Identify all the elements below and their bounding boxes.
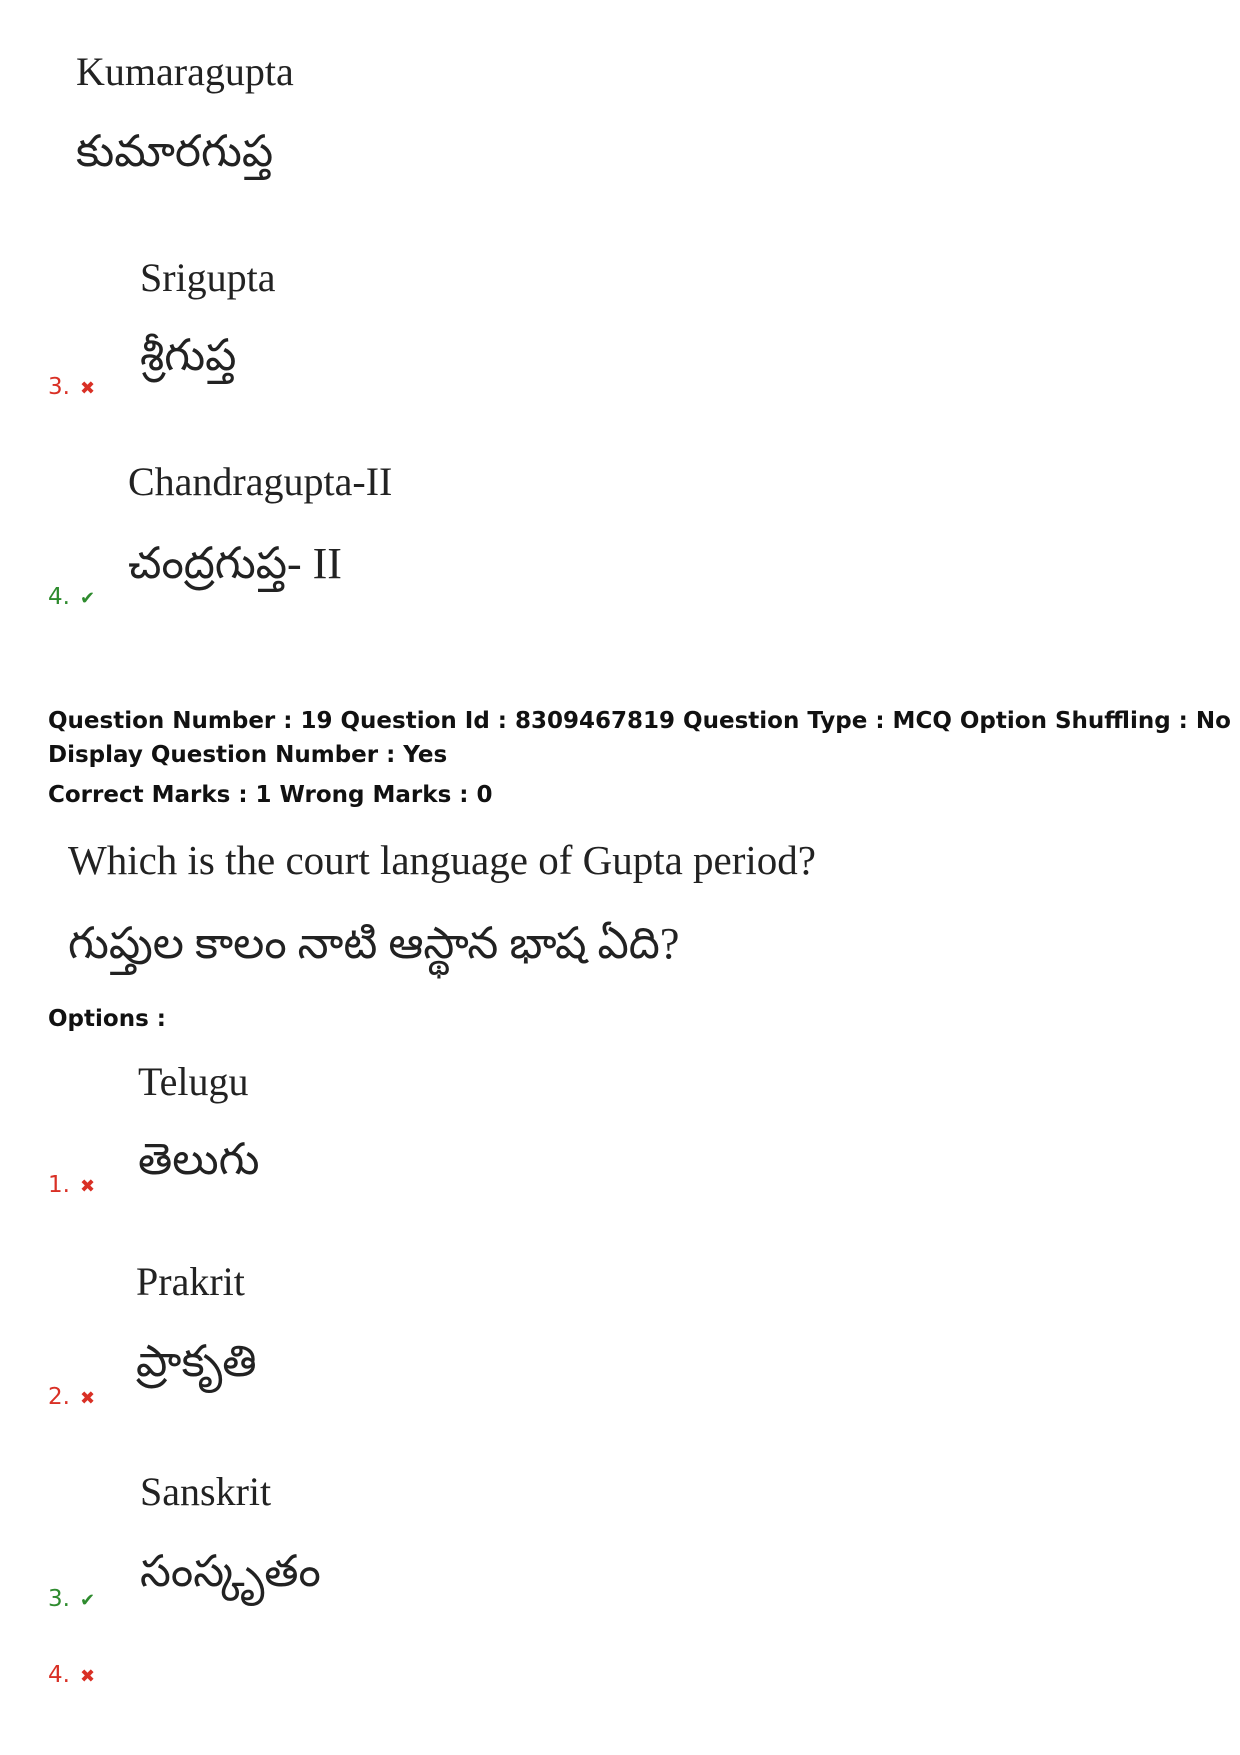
option-text-en: Chandragupta-II (128, 459, 393, 504)
option-number-label: 3. (48, 1586, 70, 1612)
option-text-en: Telugu (138, 1059, 249, 1104)
options-label: Options : (48, 1006, 166, 1032)
option-text-en: Kumaragupta (76, 49, 294, 94)
option-number (48, 1662, 95, 1688)
option-text-en: Srigupta (140, 255, 276, 300)
question-text-te: గుప్తుల కాలం నాటి ఆస్థాన భాష ఏది? (68, 919, 680, 968)
cross-icon: ✖ (79, 1388, 96, 1409)
option-number-label: 3. (48, 374, 70, 400)
option-number-label: 2. (48, 1384, 70, 1410)
question-text-en: Which is the court language of Gupta period? (68, 837, 816, 883)
option-text-te: ప్రాకృతి (136, 1337, 257, 1386)
option-number (48, 584, 95, 610)
option-text-en: Sanskrit (140, 1469, 272, 1514)
option-number (48, 374, 95, 400)
cross-icon: ✖ (79, 1176, 96, 1197)
option-number-label: 4. (48, 1662, 70, 1688)
question-marks: Correct Marks : 1 Wrong Marks : 0 (48, 782, 493, 808)
question-display-info: Display Question Number : Yes (48, 742, 448, 768)
option-number-label: 4. (48, 584, 70, 610)
option-number (48, 1586, 95, 1612)
option-text-te: చంద్రగుప్త- II (128, 539, 342, 588)
cross-icon: ✖ (79, 378, 96, 399)
check-icon: ✔ (79, 1590, 96, 1611)
option-text-te: శ్రీగుప్త (140, 331, 237, 380)
question-info: Question Number : 19 Question Id : 8309467819 Question Type : MCQ Option Shuffling : No (48, 708, 1231, 734)
option-number (48, 1384, 95, 1410)
cross-icon: ✖ (79, 1666, 96, 1687)
option-text-en: Prakrit (136, 1259, 245, 1304)
option-number (48, 1172, 95, 1198)
option-text-te: తెలుగు (138, 1135, 260, 1184)
check-icon: ✔ (79, 588, 96, 609)
option-number-label: 1. (48, 1172, 70, 1198)
option-text-te: సంస్కృతం (140, 1547, 321, 1596)
option-text-te: కుమారగుప్త (76, 127, 274, 176)
